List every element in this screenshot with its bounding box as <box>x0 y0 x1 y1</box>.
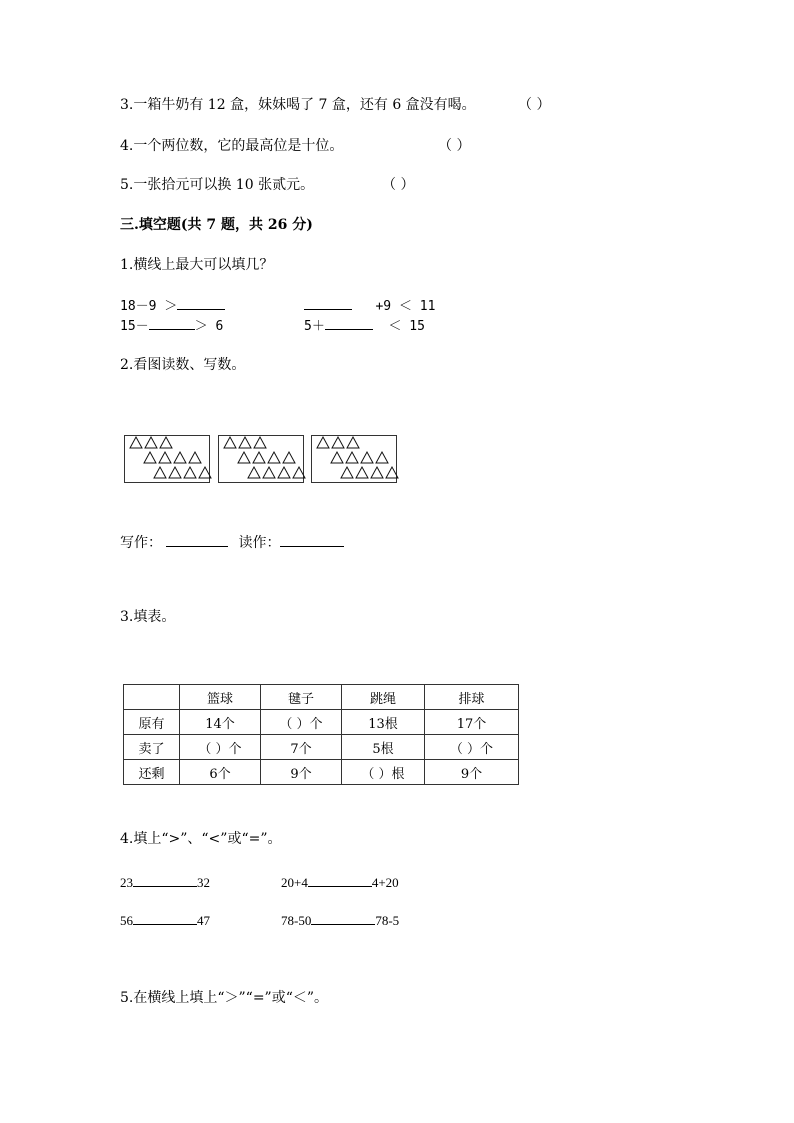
write-label: 写作： <box>120 535 162 551</box>
table-row <box>124 760 519 785</box>
table-row-label: 卖了 <box>124 735 180 760</box>
section-title: 三.填空题(共 7 题，共 26 分) <box>120 217 313 233</box>
triangle-icon <box>154 467 166 478</box>
fill-row-c-left: 15－ <box>120 319 149 334</box>
judge-question-3: 3.一箱牛奶有 12 盒，妹妹喝了 7 盒，还有 6 盒没有喝。 <box>120 97 476 113</box>
triangle-icon <box>371 467 383 478</box>
table-header-cell: 跳绳 <box>342 685 425 710</box>
fill-row-d-right: ＜ 15 <box>388 319 425 334</box>
triangle-icon <box>278 467 290 478</box>
table-cell[interactable]: （ ）根 <box>342 760 425 785</box>
triangle-icon <box>248 467 260 478</box>
triangle-icon <box>169 467 181 478</box>
read-blank[interactable] <box>280 533 344 547</box>
compare-left: 78-50 <box>281 913 312 928</box>
fill-row-c-right: ＞ 6 <box>194 319 224 334</box>
table-header-cell: 排球 <box>425 685 519 710</box>
triangle-icon <box>238 452 250 463</box>
compare-item-3 <box>120 911 210 929</box>
triangle-icon <box>347 437 359 448</box>
table-header-cell: 毽子 <box>261 685 342 710</box>
compare-item-4 <box>281 911 399 929</box>
table-header-cell <box>124 685 180 710</box>
table-cell[interactable]: （ ）个 <box>180 735 261 760</box>
write-blank[interactable] <box>166 533 228 547</box>
triangle-icon <box>224 437 236 448</box>
table-cell: 9个 <box>425 760 519 785</box>
compare-blank[interactable] <box>133 873 197 887</box>
compare-right: 47 <box>197 913 210 928</box>
table-row <box>124 710 519 735</box>
fill-question-3-title: 3.填表。 <box>120 609 176 625</box>
compare-right: 32 <box>197 875 210 890</box>
triangle-icon <box>253 452 265 463</box>
triangle-icon <box>283 452 295 463</box>
triangle-icon <box>184 467 196 478</box>
compare-right: 78-5 <box>375 913 400 928</box>
triangle-icon <box>239 437 251 448</box>
triangle-icon <box>293 467 305 478</box>
fill-row-b-right: +9 ＜ 11 <box>375 299 436 314</box>
triangle-icon <box>263 467 275 478</box>
triangle-icon <box>145 437 157 448</box>
compare-left: 20+4 <box>281 875 308 890</box>
table-cell: 17个 <box>425 710 519 735</box>
triangle-icon <box>317 437 329 448</box>
fill-question-4-title: 4.填上“>”、“<”或“=”。 <box>120 831 282 847</box>
table-row-label: 原有 <box>124 710 180 735</box>
triangle-icon <box>341 467 353 478</box>
table-cell[interactable]: （ ）个 <box>425 735 519 760</box>
table-cell: 7个 <box>261 735 342 760</box>
fill-row-d-left: 5＋ <box>304 319 325 334</box>
fill-question-5-title: 5.在横线上填上“＞”“=”或“＜”。 <box>120 990 329 1006</box>
compare-item-1 <box>120 873 210 891</box>
triangle-icon <box>130 437 142 448</box>
table-cell: 6个 <box>180 760 261 785</box>
triangle-icon <box>356 467 368 478</box>
read-label: 读作： <box>238 535 281 551</box>
judge-question-5: 5.一张拾元可以换 10 张贰元。 <box>120 177 315 193</box>
table-cell: 9个 <box>261 760 342 785</box>
compare-blank[interactable] <box>308 873 372 887</box>
triangle-icon <box>254 437 266 448</box>
compare-left: 56 <box>120 913 133 928</box>
compare-right: 4+20 <box>371 875 399 890</box>
triangle-icon <box>199 467 211 478</box>
judge-answer-paren-3[interactable]: （ ） <box>518 97 551 113</box>
judge-answer-paren-4[interactable]: （ ） <box>438 138 471 154</box>
compare-blank[interactable] <box>311 911 375 925</box>
triangle-icon <box>144 452 156 463</box>
table-header-row <box>124 685 519 710</box>
compare-item-2 <box>281 873 399 891</box>
triangle-icon <box>189 452 201 463</box>
fill-question-1-title: 1.横线上最大可以填几？ <box>120 257 274 273</box>
table-cell[interactable]: （ ）个 <box>261 710 342 735</box>
fill-row-a-left: 18－9 ＞ <box>120 299 178 314</box>
table-cell: 14个 <box>180 710 261 735</box>
triangle-icon <box>160 437 172 448</box>
triangle-icon <box>174 452 186 463</box>
judge-question-4: 4.一个两位数，它的最高位是十位。 <box>120 138 344 154</box>
fill-question-2-title: 2.看图读数、写数。 <box>120 357 246 373</box>
judge-answer-paren-5[interactable]: （ ） <box>382 177 415 193</box>
triangle-icon <box>386 467 398 478</box>
triangle-icon <box>332 437 344 448</box>
table-cell: 5根 <box>342 735 425 760</box>
compare-left: 23 <box>120 875 133 890</box>
compare-blank[interactable] <box>133 911 197 925</box>
triangle-icon <box>331 452 343 463</box>
table-header-cell: 篮球 <box>180 685 261 710</box>
write-read-row <box>120 533 344 552</box>
table-row-label: 还剩 <box>124 760 180 785</box>
fill-table <box>123 684 519 785</box>
table-row <box>124 735 519 760</box>
triangle-icon <box>159 452 171 463</box>
triangle-icon <box>361 452 373 463</box>
triangle-icon <box>376 452 388 463</box>
table-cell: 13根 <box>342 710 425 735</box>
triangle-icon <box>346 452 358 463</box>
triangle-icon <box>268 452 280 463</box>
